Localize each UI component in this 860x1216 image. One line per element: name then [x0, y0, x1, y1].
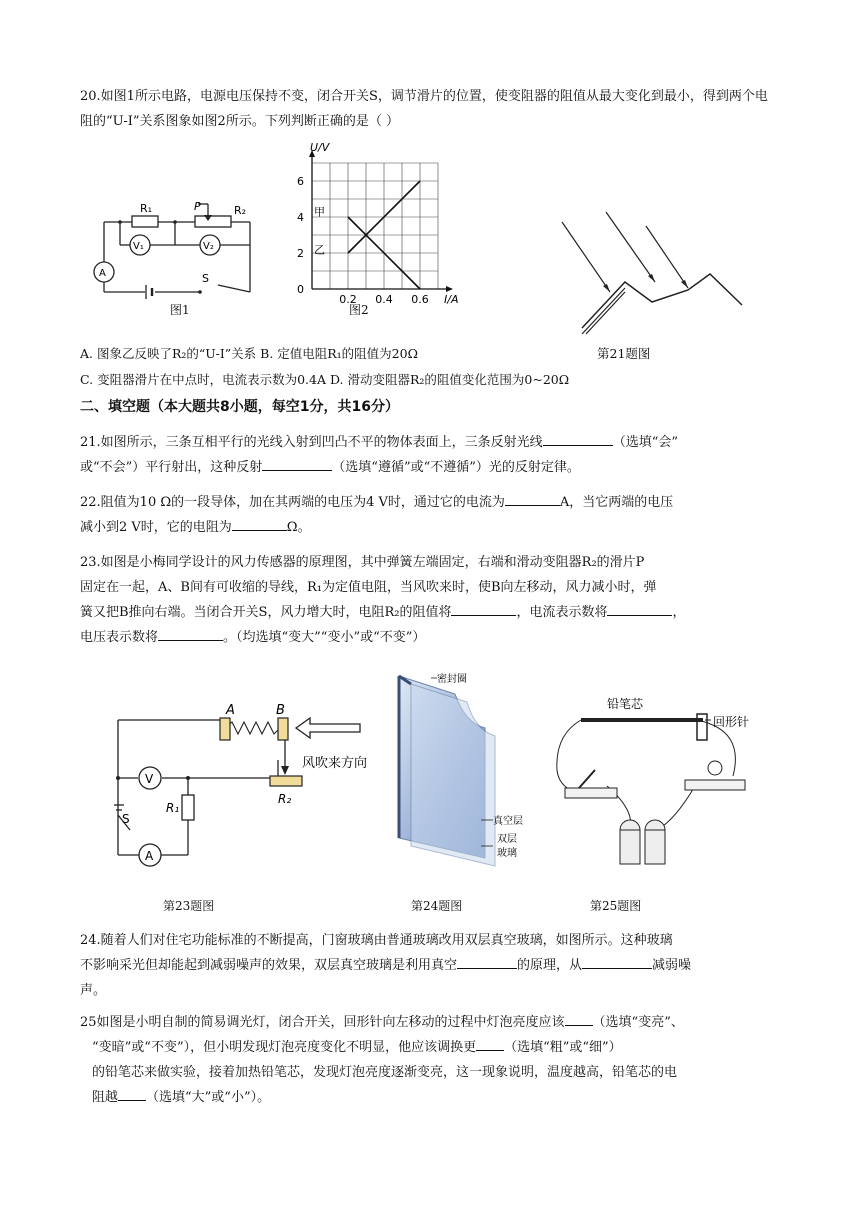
- label-a: A: [226, 703, 235, 718]
- q20-option-cd: C. 变阻器滑片在中点时，电流表示数为0.4A D. 滑动变阻器R₂的阻值变化范围为0~20Ω: [80, 372, 570, 387]
- label-b: B: [276, 703, 285, 718]
- q24-blank-2[interactable]: [582, 954, 652, 969]
- label-s: S: [202, 272, 209, 285]
- fig23-caption: 第23题图: [163, 899, 215, 913]
- fig23-wind-sensor: [100, 700, 390, 880]
- x-tick-label: 0.6: [411, 293, 429, 306]
- fig1-caption: 图1: [170, 303, 190, 317]
- series-label-0: 甲: [314, 205, 325, 219]
- q22-blank-2[interactable]: [232, 516, 287, 531]
- wind-arrow-icon: [296, 718, 360, 738]
- q25-blank-1[interactable]: [565, 1011, 593, 1026]
- label-wind: 风吹来方向: [302, 756, 368, 771]
- label-double1: 双层: [497, 834, 517, 845]
- fig2-caption: 图2: [349, 303, 369, 317]
- fig24-double-glass: [385, 668, 560, 868]
- q21-text: 21.如图所示，三条互相平行的光线入射到凹凸不平的物体表面上，三条反射光线 （选填“会” 或“不会”）平行射出，这种反射 （选填“遵循”或“不遵循”）光的反射定律。: [80, 430, 780, 480]
- r1-resistor: [182, 795, 194, 820]
- r2-rheostat: [270, 776, 302, 786]
- q22-blank-1[interactable]: [505, 491, 560, 506]
- y-tick-label: 2: [297, 247, 304, 260]
- q21-blank-2[interactable]: [262, 456, 332, 471]
- q25-blank-2[interactable]: [476, 1036, 504, 1051]
- label-ammeter: A: [145, 849, 154, 863]
- label-v2: V₂: [203, 241, 214, 252]
- series-label-1: 乙: [314, 243, 325, 257]
- label-r1: R₁: [166, 801, 180, 815]
- label-clip: 回形针: [713, 715, 750, 729]
- q24-blank-1[interactable]: [457, 954, 517, 969]
- fig21-caption: 第21题图: [597, 346, 651, 361]
- fig2-ui-chart: [290, 142, 460, 307]
- label-double2: 玻璃: [497, 848, 517, 859]
- fig25-caption: 第25题图: [590, 899, 642, 913]
- x-tick-label: 0.2: [339, 293, 357, 306]
- label-v1: V₁: [133, 241, 144, 252]
- fig1-circuit: [90, 190, 265, 315]
- label-r1: R₁: [140, 202, 153, 215]
- label-r2: R₂: [278, 792, 292, 806]
- label-pencil: 铅笔芯: [607, 697, 644, 711]
- y-tick-label: 4: [297, 211, 304, 224]
- label-vacuum: 真空层: [493, 816, 523, 827]
- y-tick-label: 6: [297, 175, 304, 188]
- label-v: V: [145, 772, 154, 786]
- label-a: A: [99, 268, 106, 279]
- q21-blank-1[interactable]: [543, 431, 613, 446]
- x-tick-label: 0.4: [375, 293, 393, 306]
- fig25-pencil-dimmer: [545, 690, 775, 870]
- label-seal: 密封圈: [437, 674, 467, 685]
- section2-title: 二、填空题（本大题共8小题，每空1分，共16分）: [80, 399, 399, 415]
- q23-blank-3[interactable]: [158, 626, 223, 641]
- r1-resistor: [132, 216, 158, 227]
- q23-blank-2[interactable]: [607, 601, 672, 616]
- q22-text: 22.阻值为10 Ω的一段导体，加在其两端的电压为4 V时，通过它的电流为 A，当它两端的电压 减小到2 V时，它的电阻为 Ω。: [80, 490, 780, 540]
- x-axis-arrow-icon: [446, 286, 453, 292]
- label-r2: R₂: [234, 204, 247, 217]
- y-tick-label: 0: [297, 283, 304, 296]
- r2-rheostat: [195, 216, 231, 227]
- q23-blank-1[interactable]: [451, 601, 516, 616]
- x-axis-label: I/A: [444, 293, 459, 306]
- label-s: S: [122, 812, 130, 826]
- q25-text: 25如图是小明自制的简易调光灯，闭合开关，回形针向左移动的过程中灯泡亮度应该 （选填“变亮”、 “变暗”或“不变”），但小明发现灯泡亮度变化不明显，他应该调换更 （选填“粗”或“细”） 的铅笔芯来做实验，接着加热铅笔芯，发现灯泡亮度逐渐变亮，这一现象说明，温度越高，铅笔芯的电 阻越 （选填“大”或“小”）。: [80, 1010, 780, 1110]
- q24-text: 24.随着人们对住宅功能标准的不断提高，门窗玻璃由普通玻璃改用双层真空玻璃，如图所示。这种玻璃 不影响采光但却能起到减弱噪声的效果，双层真空玻璃是利用真空 的原理，从 减弱噪 声。: [80, 933, 692, 998]
- q20-option-ab: A. 图象乙反映了R₂的“U-I”关系 B. 定值电阻R₁的阻值为20Ω: [80, 346, 418, 361]
- y-axis-label: U/V: [310, 142, 330, 154]
- label-p: P: [194, 200, 201, 213]
- fig21-reflection: [560, 210, 750, 335]
- q20-text: 20.如图1所示电路，电源电压保持不变，闭合开关S，调节滑片的位置，使变阻器的阻值从最大变化到最小，得到两个电阻的“U-I”关系图象如图2所示。下列判断正确的是（ ）: [80, 89, 768, 129]
- q23-text: 23.如图是小梅同学设计的风力传感器的原理图，其中弹簧左端固定，右端和滑动变阻器R₂的滑片P 固定在一起，A、B间有可收缩的导线，R₁为定值电阻，当风吹来时，使B向左移动，风力减小时，弹 簧又把B推向右端。当闭合开关S，风力增大时，电阻R₂的阻值将 ，电流表示数将 ， 电压表示数将 。（均选填“变大”“变小”或“不变”）: [80, 555, 686, 645]
- fig24-caption: 第24题图: [411, 899, 463, 913]
- q25-blank-3[interactable]: [118, 1086, 146, 1101]
